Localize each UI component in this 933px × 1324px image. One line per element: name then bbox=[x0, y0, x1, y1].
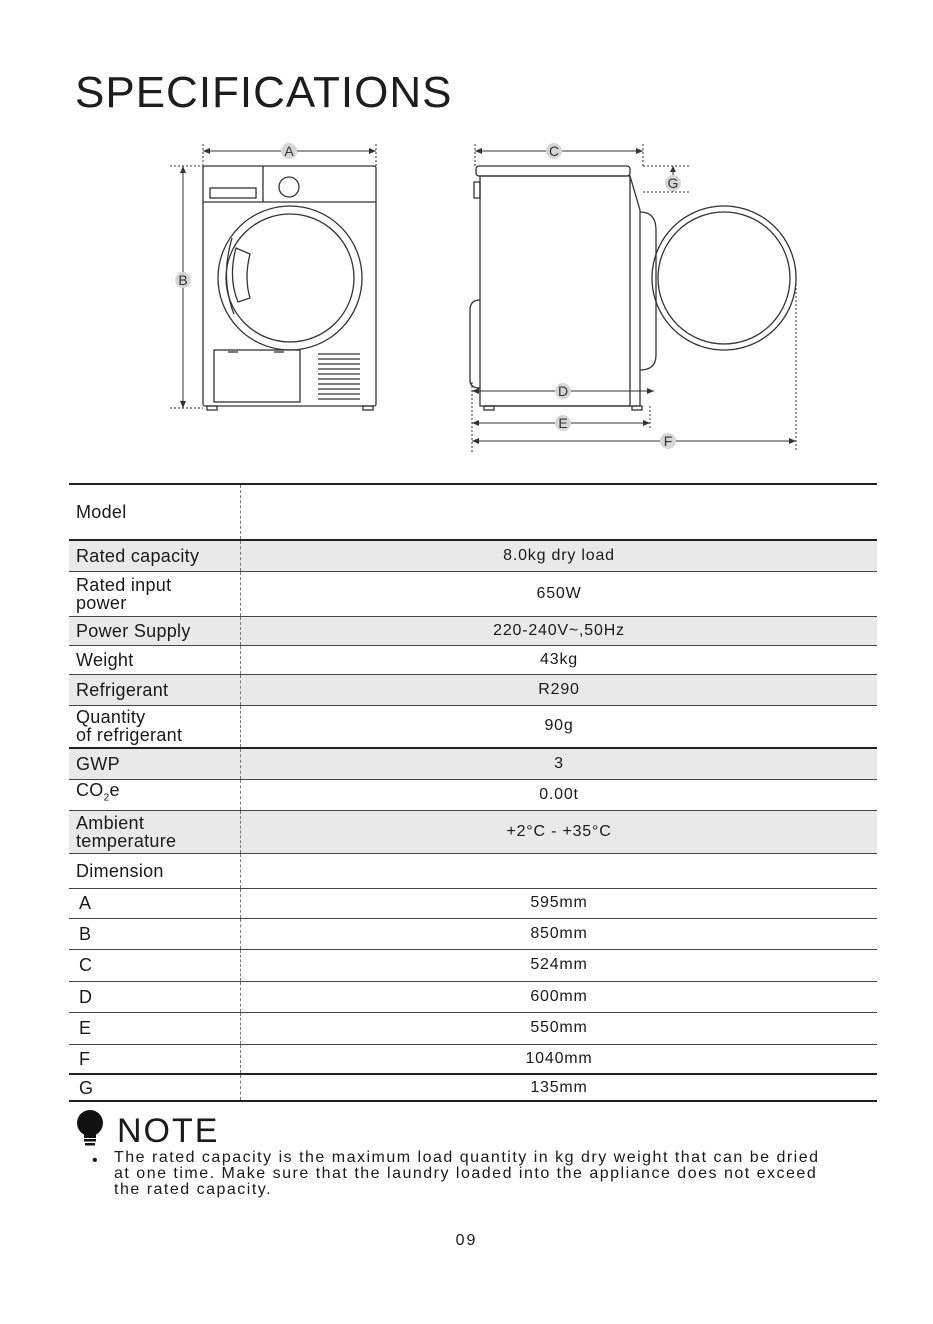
table-row bbox=[69, 1044, 877, 1074]
row-value: 1040mm bbox=[241, 1044, 878, 1074]
row-label: Rated input power bbox=[69, 571, 241, 616]
front-view-drawing bbox=[203, 166, 376, 410]
row-label: G bbox=[69, 1074, 241, 1101]
table-row bbox=[69, 981, 877, 1012]
row-value: 43kg bbox=[241, 645, 878, 674]
row-label: Weight bbox=[69, 645, 241, 674]
row-value: 8.0kg dry load bbox=[241, 540, 878, 571]
table-row bbox=[69, 645, 877, 674]
row-label: Power Supply bbox=[69, 616, 241, 645]
table-row bbox=[69, 705, 877, 748]
row-value bbox=[241, 853, 878, 888]
row-value: R290 bbox=[241, 674, 878, 705]
row-label: Model bbox=[69, 484, 241, 540]
dim-label-f: F bbox=[663, 433, 673, 449]
dim-label-c: C bbox=[548, 143, 560, 159]
bullet-marker: • bbox=[92, 1152, 98, 1169]
note-title: NOTE bbox=[117, 1112, 220, 1150]
dim-label-g: G bbox=[667, 175, 679, 191]
page-number: 09 bbox=[455, 1232, 478, 1249]
table-row bbox=[69, 571, 877, 616]
side-view-drawing bbox=[470, 166, 656, 410]
row-value: 595mm bbox=[241, 888, 878, 918]
table-row bbox=[69, 888, 877, 918]
row-value: 90g bbox=[241, 705, 878, 748]
row-value: 220-240V~,50Hz bbox=[241, 616, 878, 645]
table-row bbox=[69, 616, 877, 645]
table-row bbox=[69, 1074, 877, 1101]
open-door-drawing bbox=[652, 206, 796, 350]
row-label: A bbox=[69, 888, 241, 918]
dimension-diagram bbox=[0, 130, 933, 460]
page-title: SPECIFICATIONS bbox=[75, 68, 453, 117]
table-row-model bbox=[69, 484, 877, 540]
row-label: C bbox=[69, 949, 241, 981]
table-row bbox=[69, 674, 877, 705]
row-label: F bbox=[69, 1044, 241, 1074]
table-row bbox=[69, 540, 877, 571]
row-label: Refrigerant bbox=[69, 674, 241, 705]
row-value: 3 bbox=[241, 748, 878, 779]
table-row bbox=[69, 810, 877, 853]
table-row bbox=[69, 918, 877, 949]
note-text: The rated capacity is the maximum load quantity in kg dry weight that can be dried at one time. Make sure that the laundry loaded into the appliance does not exceed the rated capacity. bbox=[114, 1149, 820, 1198]
row-value: 0.00t bbox=[241, 779, 878, 810]
row-label: D bbox=[69, 981, 241, 1012]
row-label: Quantity of refrigerant bbox=[69, 705, 241, 748]
dim-label-e: E bbox=[558, 415, 568, 431]
table-row-dimension bbox=[69, 853, 877, 888]
specifications-table bbox=[69, 483, 877, 1102]
row-value: 850mm bbox=[241, 918, 878, 949]
lightbulb-icon bbox=[75, 1110, 105, 1150]
row-label: $CO_2e$ bbox=[69, 779, 241, 810]
row-value: 550mm bbox=[241, 1012, 878, 1044]
row-value: 600mm bbox=[241, 981, 878, 1012]
table-row bbox=[69, 949, 877, 981]
row-label: B bbox=[69, 918, 241, 949]
row-label: Ambient temperature bbox=[69, 810, 241, 853]
table-row bbox=[69, 779, 877, 810]
row-value: 524mm bbox=[241, 949, 878, 981]
row-label: Rated capacity bbox=[69, 540, 241, 571]
row-label: GWP bbox=[69, 748, 241, 779]
table-row bbox=[69, 748, 877, 779]
row-value: 650W bbox=[241, 571, 878, 616]
table-row bbox=[69, 1012, 877, 1044]
row-label: E bbox=[69, 1012, 241, 1044]
dim-label-a: A bbox=[284, 143, 294, 159]
row-value: 135mm bbox=[241, 1074, 878, 1101]
row-value bbox=[241, 484, 878, 540]
row-value: +2°C - +35°C bbox=[241, 810, 878, 853]
vent-grille bbox=[318, 354, 360, 399]
row-label: Dimension bbox=[69, 853, 241, 888]
dim-label-b: B bbox=[178, 272, 188, 288]
dim-label-d: D bbox=[557, 383, 569, 399]
